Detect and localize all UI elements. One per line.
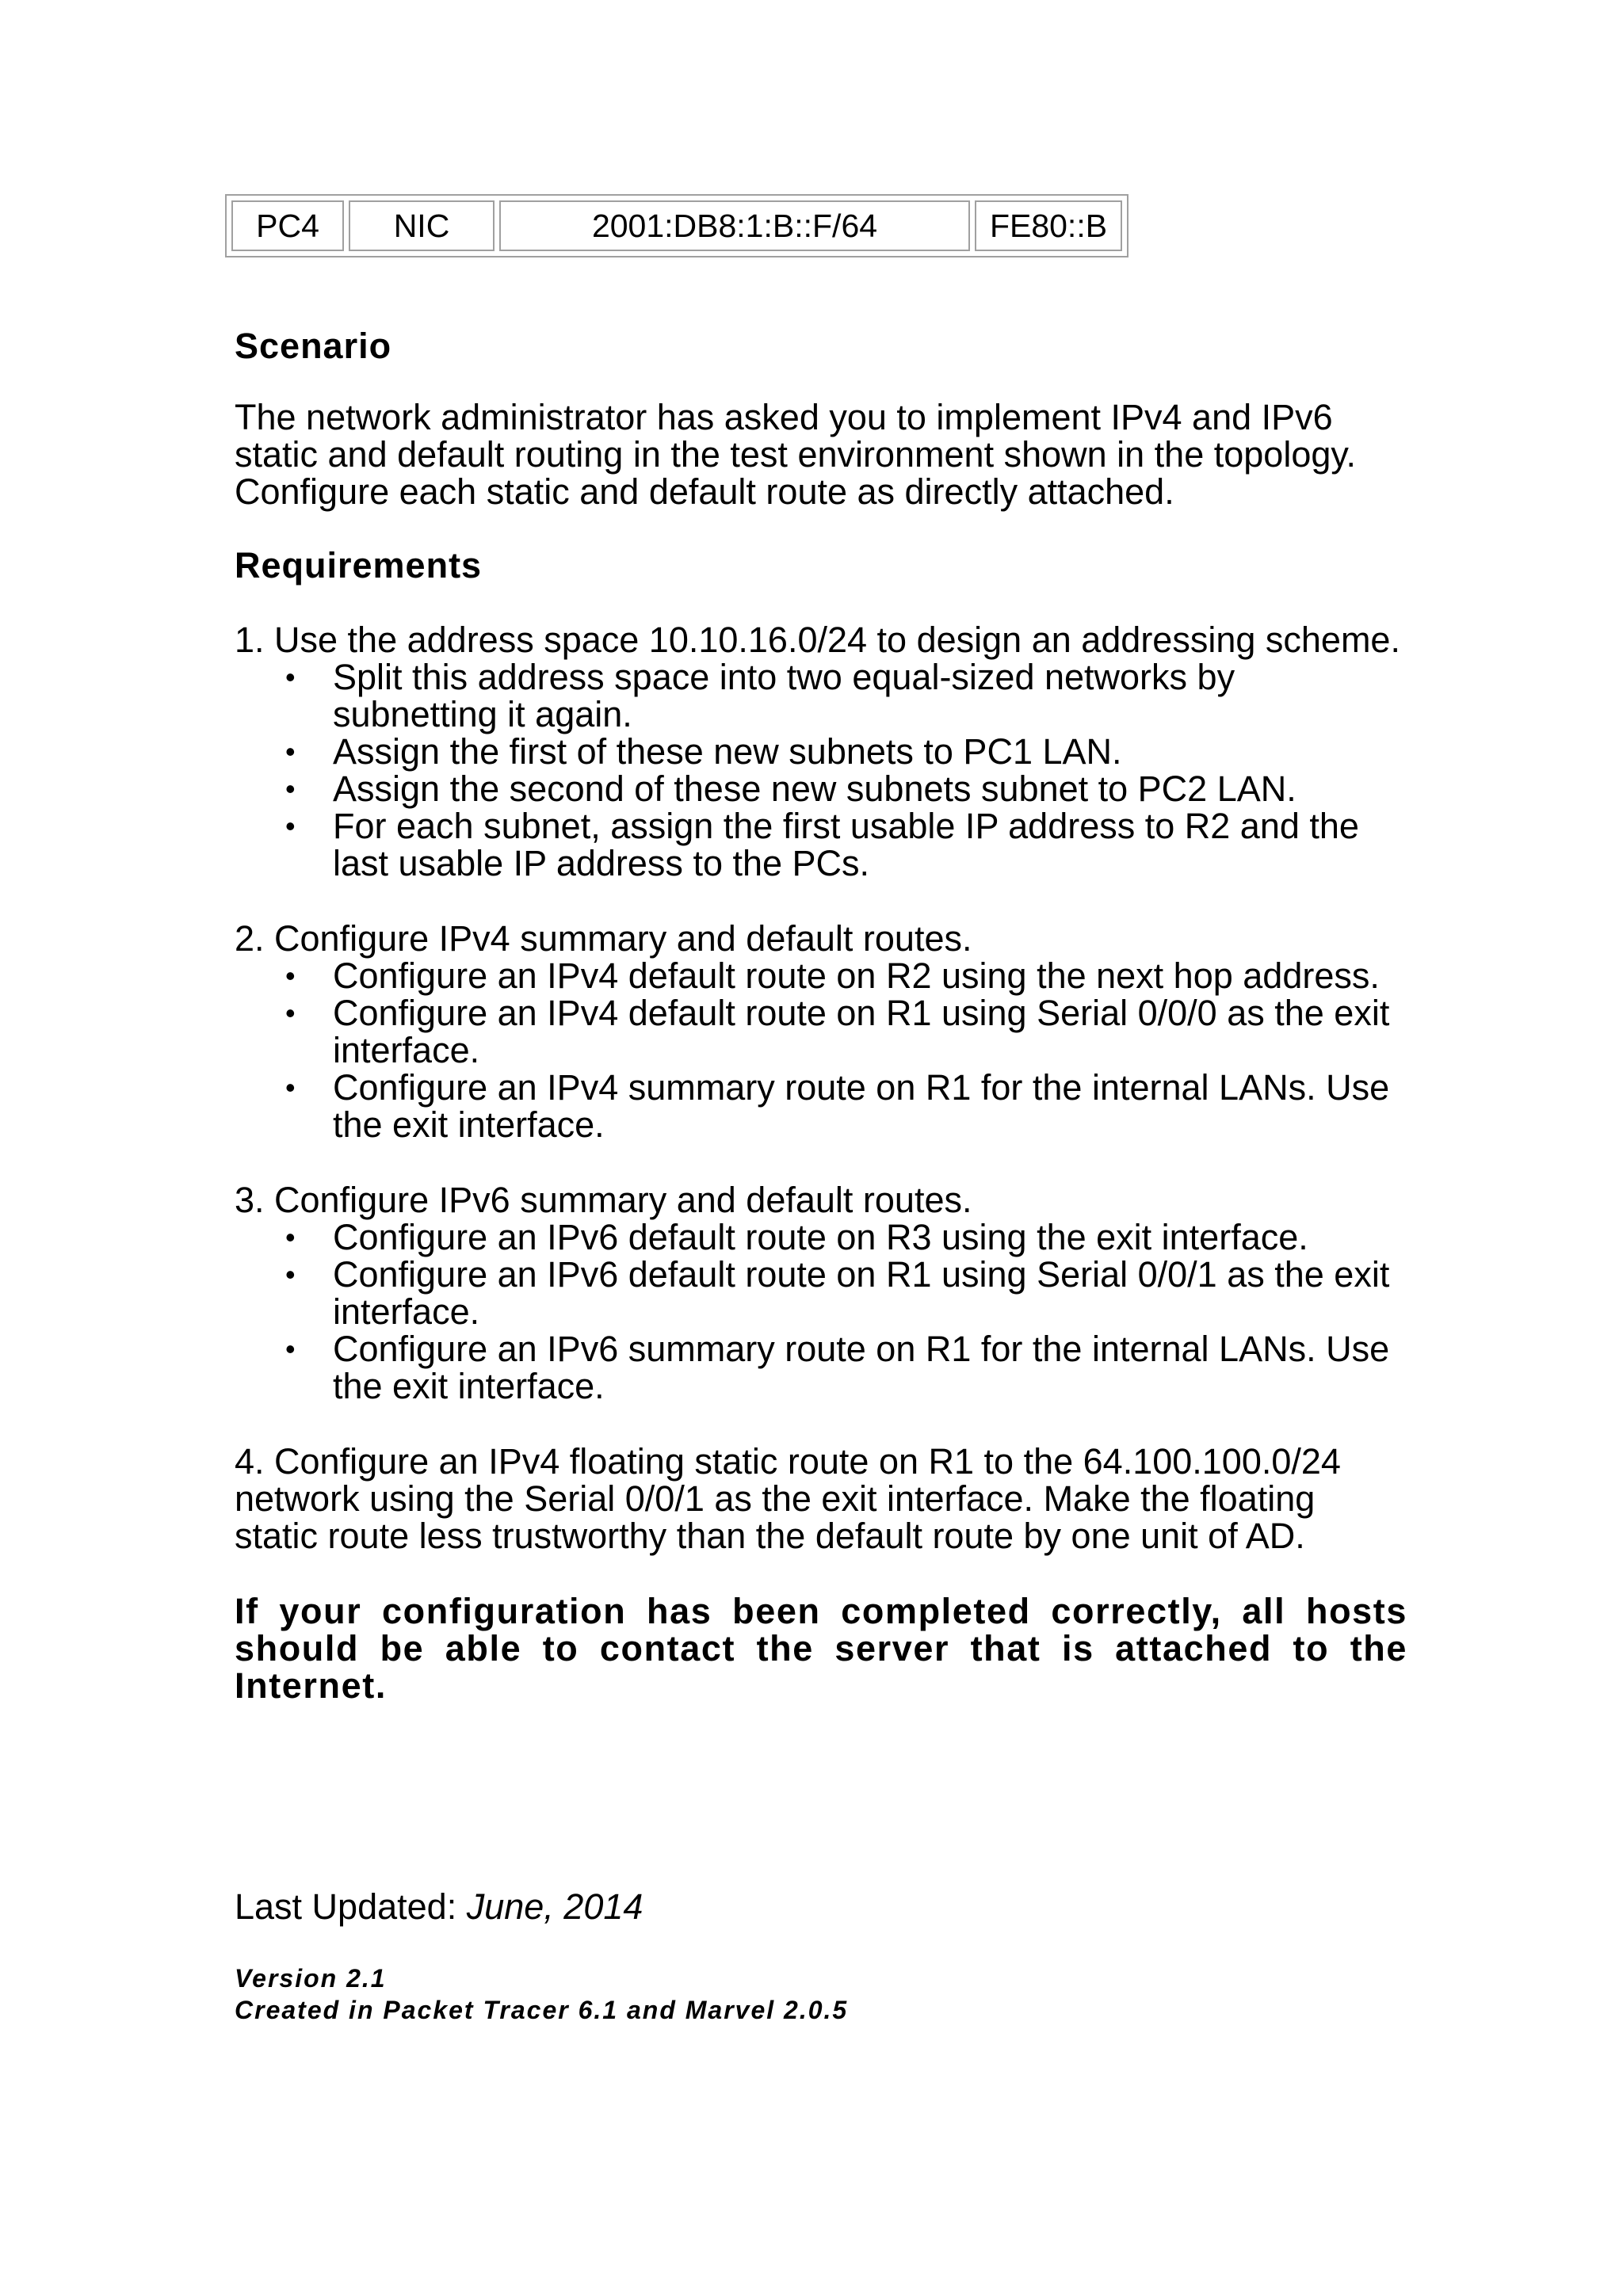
document-page: [235, 194, 1407, 2026]
version-info: [235, 1962, 1407, 2026]
last-updated-label: Last Updated:: [235, 1886, 467, 1927]
list-item: • Split this address space into two equal-sized networks by subnetting it again.: [333, 658, 1407, 733]
list-item: • Configure an IPv4 summary route on R1 for the internal LANs. Use the exit interface.: [333, 1069, 1407, 1143]
requirement-2: [235, 920, 1407, 1143]
completion-note: If your configuration has been completed correctly, all hosts should be able to contact the server that is attached to the Internet.: [235, 1591, 1407, 1706]
list-item: • Configure an IPv6 default route on R3 using the exit interface.: [333, 1219, 1407, 1256]
list-item: • Assign the first of these new subnets to PC1 LAN.: [333, 733, 1407, 770]
list-item: • For each subnet, assign the first usable IP address to R2 and the last usable IP address to the PCs.: [333, 807, 1407, 882]
requirement-lead: 3. Configure IPv6 summary and default routes.: [235, 1180, 972, 1220]
list-item: • Configure an IPv4 default route on R1 using Serial 0/0/0 as the exit interface.: [333, 994, 1407, 1069]
list-item: • Configure an IPv4 default route on R2 using the next hop address.: [333, 957, 1407, 994]
list-item: • Assign the second of these new subnets subnet to PC2 LAN.: [333, 770, 1407, 807]
last-updated-date: June, 2014: [466, 1886, 643, 1927]
requirement-lead: 4. Configure an IPv4 floating static route on R1 to the 64.100.100.0/24 network using the Serial 0/0/1 as the exit interface. Make the floating static route less trustworthy than the default route by one unit of AD.: [235, 1441, 1341, 1556]
bullet-list: [235, 658, 1407, 882]
scenario-heading: Scenario: [235, 326, 392, 366]
version-line: Version 2.1: [235, 1964, 387, 1993]
ipv6-address-cell: 2001:DB8:1:B::F/64: [499, 200, 970, 251]
requirements-heading: Requirements: [235, 545, 483, 585]
requirement-lead: 2. Configure IPv4 summary and default routes.: [235, 918, 972, 959]
requirement-3: [235, 1181, 1407, 1405]
bullet-list: [235, 957, 1407, 1143]
list-item: • Configure an IPv6 summary route on R1 for the internal LANs. Use the exit interface.: [333, 1330, 1407, 1405]
bullet-list: [235, 1219, 1407, 1405]
created-line: Created in Packet Tracer 6.1 and Marvel 2.0.5: [235, 1996, 849, 2024]
addressing-table: [225, 194, 1128, 257]
requirement-1: [235, 621, 1407, 882]
last-updated: [235, 1886, 1407, 1928]
interface-cell: NIC: [349, 200, 495, 251]
list-item: • Configure an IPv6 default route on R1 using Serial 0/0/1 as the exit interface.: [333, 1256, 1407, 1330]
requirement-lead: 1. Use the address space 10.10.16.0/24 to design an addressing scheme.: [235, 620, 1400, 660]
table-row: [231, 200, 1122, 251]
scenario-text: The network administrator has asked you to implement IPv4 and IPv6 static and default routing in the test environment shown in the topology. Configure each static and default route as directly attached.: [235, 397, 1357, 512]
link-local-cell: FE80::B: [975, 200, 1122, 251]
device-cell: PC4: [231, 200, 344, 251]
requirement-4: [235, 1443, 1407, 1554]
